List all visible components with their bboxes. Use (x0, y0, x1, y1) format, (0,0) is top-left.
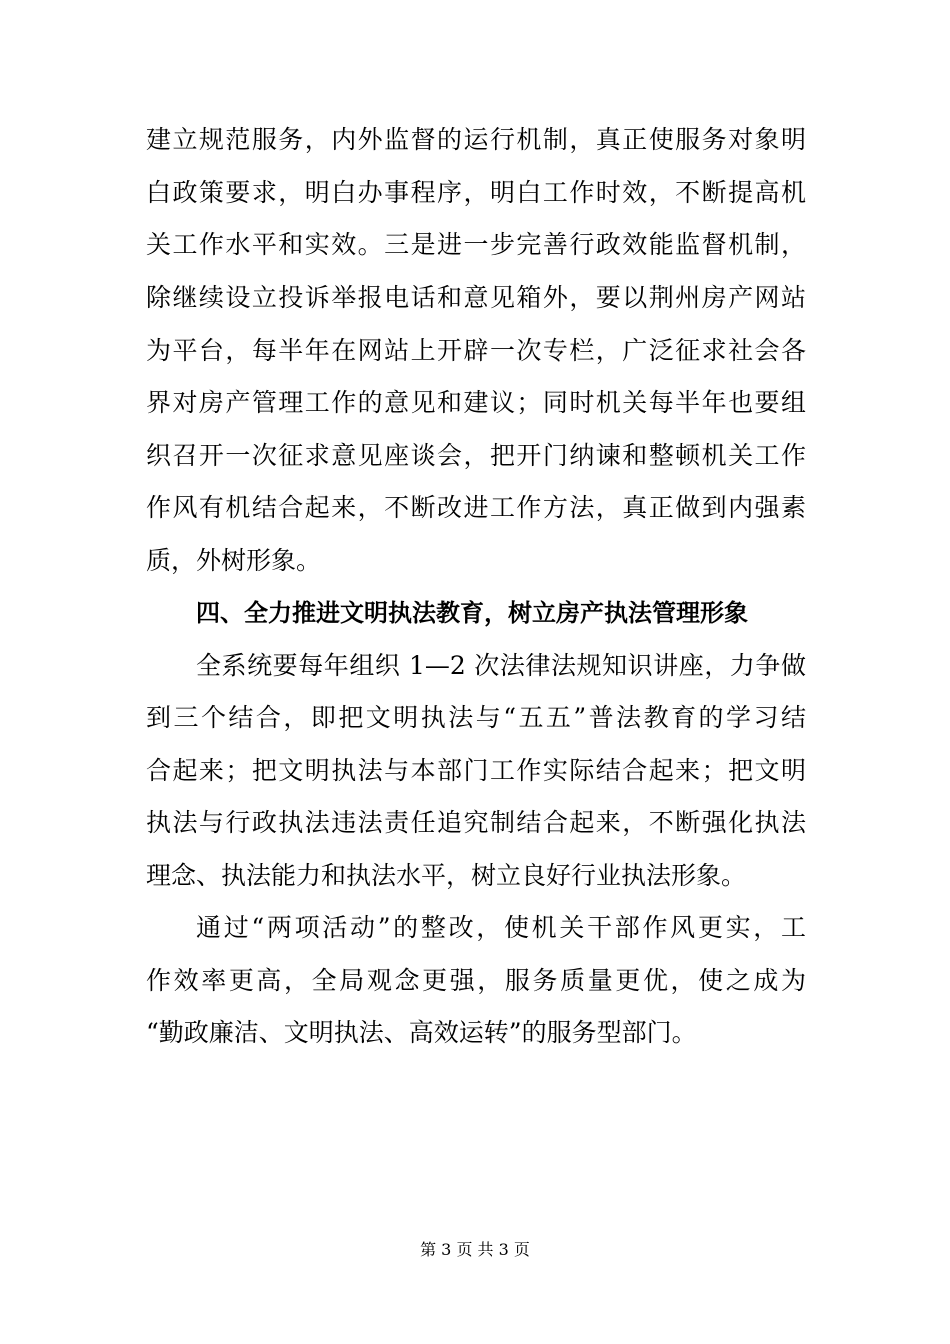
paragraph-line: 织召开一次征求意见座谈会，把开门纳谏和整顿机关工作 (146, 441, 806, 470)
paragraph-line: 作风有机结合起来，不断改进工作方法，真正做到内强素 (146, 493, 806, 522)
paragraph-line: 到三个结合，即把文明执法与“五五”普法教育的学习结 (146, 703, 806, 732)
paragraph-line: 为平台，每半年在网站上开辟一次专栏，广泛征求社会各 (146, 336, 806, 365)
paragraph-line: 关工作水平和实效。三是进一步完善行政效能监督机制， (146, 230, 806, 259)
page-number-footer: 第 3 页 共 3 页 (420, 1240, 530, 1259)
paragraph-line: 建立规范服务，内外监督的运行机制，真正使服务对象明 (146, 125, 806, 154)
paragraph-line: 合起来；把文明执法与本部门工作实际结合起来；把文明 (146, 756, 806, 785)
paragraph-line: 全系统要每年组织 1—2 次法律法规知识讲座，力争做 (196, 651, 806, 680)
section-heading: 四、全力推进文明执法教育，树立房产执法管理形象 (196, 599, 748, 627)
paragraph-line: 通过“两项活动”的整改，使机关干部作风更实，工 (196, 913, 806, 942)
paragraph-line: 作效率更高，全局观念更强，服务质量更优，使之成为 (146, 966, 806, 995)
paragraph-line: 质，外树形象。 (146, 546, 322, 575)
paragraph-line: 除继续设立投诉举报电话和意见箱外，要以荆州房产网站 (146, 283, 806, 312)
paragraph-line: “勤政廉洁、文明执法、高效运转”的服务型部门。 (146, 1018, 697, 1047)
paragraph-line: 理念、执法能力和执法水平，树立良好行业执法形象。 (146, 861, 747, 890)
paragraph-line: 界对房产管理工作的意见和建议；同时机关每半年也要组 (146, 388, 806, 417)
paragraph-line: 执法与行政执法违法责任追究制结合起来，不断强化执法 (146, 808, 806, 837)
paragraph-line: 白政策要求，明白办事程序，明白工作时效，不断提高机 (146, 178, 806, 207)
